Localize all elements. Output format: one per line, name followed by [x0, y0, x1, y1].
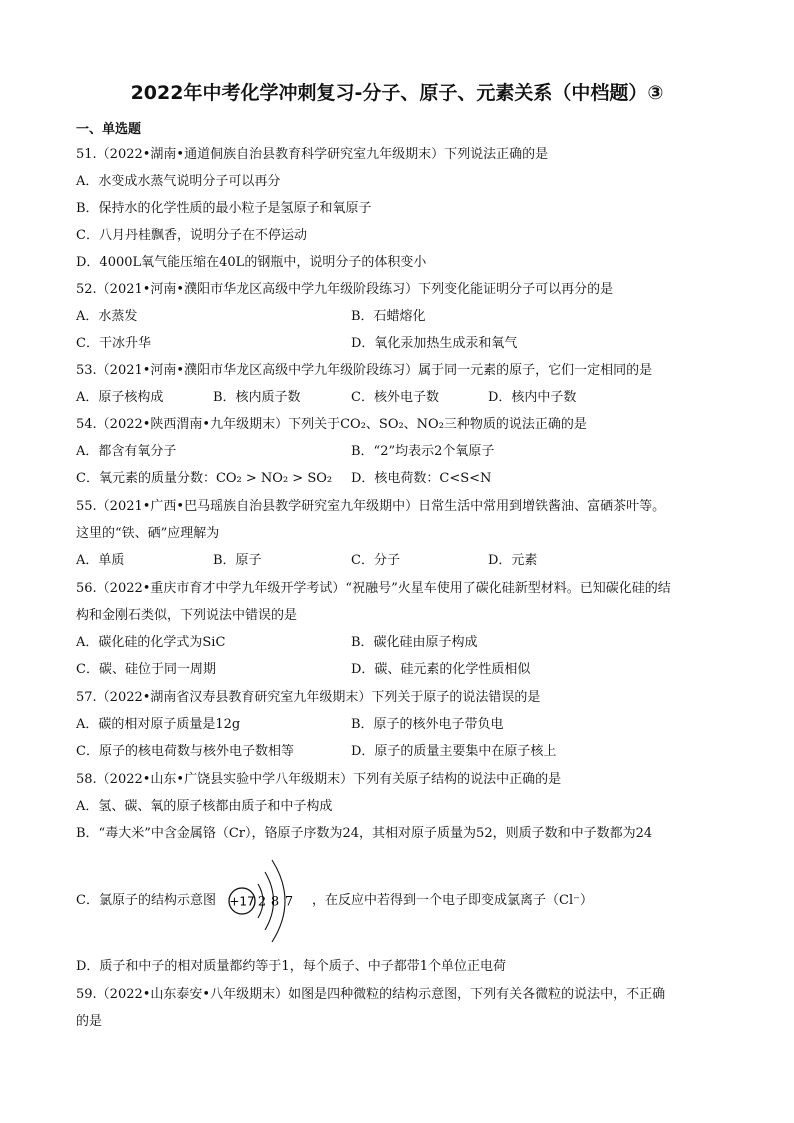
q55-option-b: B．原子: [213, 553, 262, 568]
q51-option-d: D．4000L氧气能压缩在40L的钢瓶中，说明分子的体积变小: [76, 255, 427, 270]
q58-option-a: A．氢、碳、氧的原子核都由质子和中子构成: [76, 799, 333, 814]
question-56-stem-line2: 构和金刚石类似，下列说法中错误的是: [76, 608, 298, 623]
q55-option-d: D．元素: [488, 553, 538, 568]
q53-option-a: A．原子核构成: [76, 390, 164, 405]
q53-option-d: D．核内中子数: [488, 390, 577, 405]
q52-option-c: C．干冰升华: [76, 336, 151, 351]
q52-option-a: A．水蒸发: [76, 309, 138, 324]
q55-option-a: A．单质: [76, 553, 125, 568]
q57-option-a: A．碳的相对原子质量是12g: [76, 717, 241, 732]
question-59-stem-line2: 的是: [76, 1014, 103, 1029]
question-58-stem: 58.（2022•山东•广饶县实验中学八年级期末）下列有关原子结构的说法中正确的是: [76, 772, 562, 787]
question-57-stem: 57.（2022•湖南省汉寿县教育研究室九年级期末）下列关于原子的说法错误的是: [76, 690, 541, 705]
question-52-stem: 52.（2021•河南•濮阳市华龙区高级中学九年级阶段练习）下列变化能证明分子可以再分的是: [76, 282, 614, 297]
q58-option-d: D．质子和中子的相对质量都约等于1，每个质子、中子都带1个单位正电荷: [76, 959, 506, 974]
q56-option-b: B．碳化硅由原子构成: [351, 635, 478, 650]
shell-3-electron-count: 7: [284, 894, 294, 910]
question-59-stem-line1: 59.（2022•山东泰安•八年级期末）如图是四种微粒的结构示意图，下列有关各微粒的说法中，不正确: [76, 987, 666, 1002]
q51-option-c: C．八月丹桂飘香，说明分子在不停运动: [76, 228, 307, 243]
shell-1-electron-count: 2: [257, 894, 267, 910]
q57-option-c: C．原子的核电荷数与核外电子数相等: [76, 744, 294, 759]
q56-option-a: A．碳化硅的化学式为SiC: [76, 635, 226, 650]
question-54-stem: 54.（2022•陕西渭南•九年级期末）下列关于CO₂、SO₂、NO₂三种物质的说法正确的是: [76, 417, 587, 432]
q58-option-b: B．“毒大米”中含金属铬（Cr），铬原子序数为24，其相对原子质量为52，则质子数和中子数都为24: [76, 826, 653, 841]
q54-option-a: A．都含有氧分子: [76, 444, 177, 459]
q51-option-a: A．水变成水蒸气说明分子可以再分: [76, 174, 281, 189]
q57-option-d: D．原子的质量主要集中在原子核上: [351, 744, 557, 759]
q54-option-b: B．“2”均表示2个氧原子: [351, 444, 495, 459]
q56-option-c: C．碳、硅位于同一周期: [76, 662, 216, 677]
question-53-stem: 53.（2021•河南•濮阳市华龙区高级中学九年级阶段练习）属于同一元素的原子，它们一定相同的是: [76, 363, 653, 378]
q57-option-b: B．原子的核外电子带负电: [351, 717, 504, 732]
shell-2-electron-count: 8: [270, 894, 280, 910]
question-51-stem: 51.（2022•湖南•通道侗族自治县教育科学研究室九年级期末）下列说法正确的是: [76, 147, 549, 162]
q52-option-d: D．氧化汞加热生成汞和氧气: [351, 336, 518, 351]
question-56-stem-line1: 56.（2022•重庆市育才中学九年级开学考试）“祝融号”火星车使用了碳化硅新型材料。已知碳化硅的结: [76, 581, 671, 596]
chlorine-atom-structure-diagram: [226, 858, 308, 944]
q53-option-b: B．核内质子数: [213, 390, 301, 405]
q58-option-c-prefix: C．氯原子的结构示意图: [76, 893, 216, 908]
nucleus-charge-label: +17: [229, 894, 255, 909]
page-title: 2022年中考化学冲刺复习-分子、原子、元素关系（中档题）③: [130, 82, 664, 104]
q51-option-b: B．保持水的化学性质的最小粒子是氢原子和氧原子: [76, 201, 372, 216]
q54-option-d: D．核电荷数：C<S<N: [351, 471, 492, 486]
q55-option-c: C．分子: [351, 553, 400, 568]
q56-option-d: D．碳、硅元素的化学性质相似: [351, 662, 531, 677]
q54-option-c: C．氧元素的质量分数：CO₂ > NO₂ > SO₂: [76, 471, 333, 486]
question-55-stem-line2: 这里的“铁、硒”应理解为: [76, 526, 220, 541]
q53-option-c: C．核外电子数: [351, 390, 439, 405]
section-heading: 一、单选题: [76, 122, 142, 137]
q52-option-b: B．石蜡熔化: [351, 309, 426, 324]
q58-option-c-suffix: ，在反应中若得到一个电子即变成氯离子（Cl⁻）: [312, 893, 593, 908]
question-55-stem-line1: 55.（2021•广西•巴马瑶族自治县教学研究室九年级期中）日常生活中常用到增铁酱油、富硒茶叶等。: [76, 499, 666, 514]
